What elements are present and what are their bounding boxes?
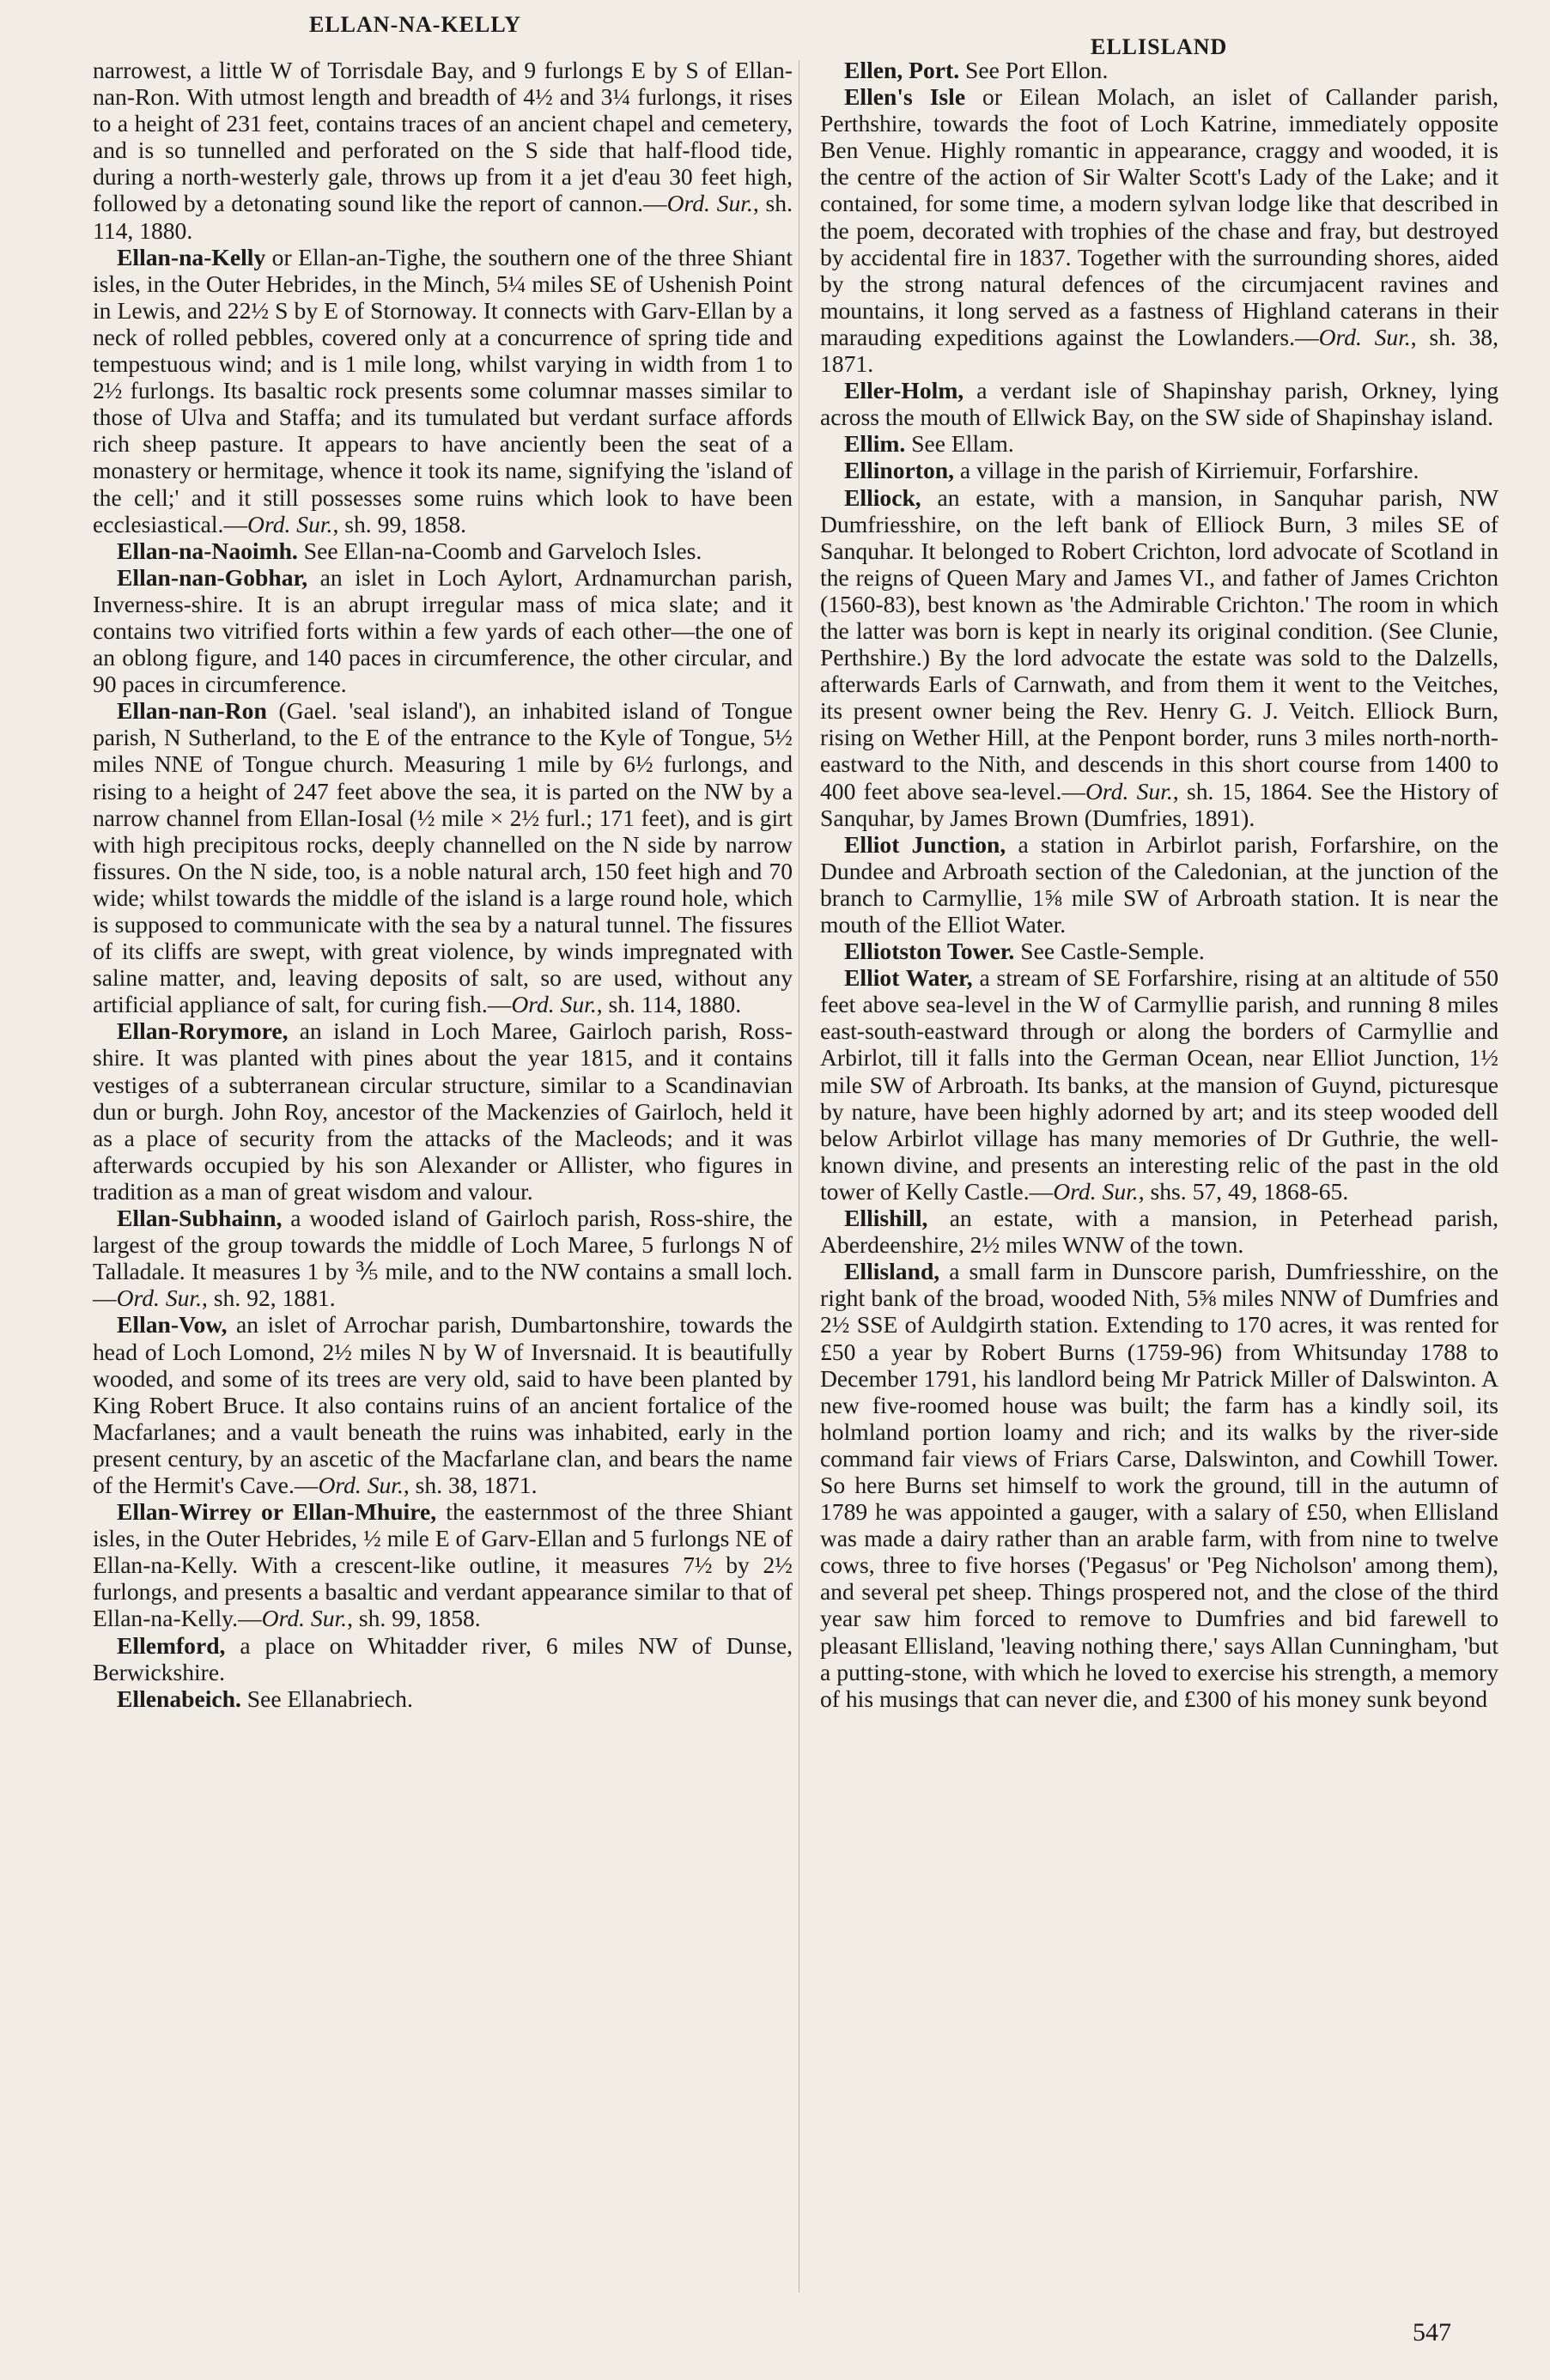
gazetteer-entry [820,484,1498,831]
gazetteer-entry [93,697,793,1017]
gazetteer-entry [820,377,1498,430]
gazetteer-entry [93,1311,793,1498]
gazetteer-entry [93,244,793,537]
entry-text: a station in Arbirlot parish, Forfarshire, on the Dundee and Arbroath section of the Caledonian, at the junction of the branch to Carmyllie, 1⅝ mile SW of Arbroath station. It is near the mouth of the Elliot Water. [820,830,1498,938]
entry-text: See Port Ellon. [959,57,1109,83]
left-column [93,57,793,1712]
gazetteer-entry [820,83,1498,377]
running-header [0,12,1550,59]
entry-headword: Ellenabeich. [117,1685,241,1712]
entry-tail: , sh. 99, 1858. [332,510,467,537]
gazetteer-entry [820,430,1498,457]
running-head-left: ELLAN-NA-KELLY [309,12,522,37]
gazetteer-entry [93,1017,793,1205]
entry-text: a village in the parish of Kirriemuir, Forfarshire. [954,457,1419,484]
entry-headword: Ellen's Isle [844,83,966,111]
right-column [820,57,1498,1712]
entry-headword: Ellan-na-Naoimh. [117,537,298,564]
gazetteer-entry [93,1205,793,1311]
entry-tail: , sh. 114, 1880. [93,190,793,244]
entry-text: or Eilean Molach, an islet of Callander parish, Perthshire, towards the foot of Loch Katrine, immediately opposite Ben Venue. Highly romantic in appearance, craggy and wooded, it is the centre of the action of Sir Walter Scott's Lady of the Lake; and it contained, for some time, a modern sylvan lodge like that described in the poem, decorated with trophies of the chase and fray, but destroyed by accidental fire in 1837. Together with the surrounding shores, aided by the strong natural defences of the circumjacent ravines and mountains, it long served as a fastness of Highland caterans in their marauding expeditions against the Lowlanders.— [820,83,1499,350]
gazetteer-entry [820,457,1498,483]
entry-text: the easternmost of the three Shiant isles, in the Outer Hebrides, ½ mile E of Garv-Ellan and 5 furlongs NE of Ellan-na-Kelly. With a crescent-like outline, it measures 7½ by 2½ furlongs, and presents a basaltic and verdant appearance similar to that of Ellan-na-Kelly.— [93,1498,793,1632]
entry-headword: Ellan-Wirrey or Ellan-Mhuire, [117,1498,437,1526]
entry-source-ref: Ord. Sur. [1085,777,1173,804]
entry-headword: Elliot Water, [844,964,973,992]
entry-source-ref: Ord. Sur. [247,510,333,537]
entry-text: See Ellam. [905,430,1014,458]
entry-text: an estate, with a mansion, in Peterhead parish, Aberdeenshire, 2½ miles WNW of the town. [820,1205,1498,1259]
entry-text: a place on Whitadder river, 6 miles NW of Dunse, Berwickshire. [93,1631,793,1685]
gazetteer-entry [93,564,793,697]
entry-headword: Eller-Holm, [844,377,964,404]
entry-tail: , sh. 99, 1858. [347,1605,481,1632]
gazetteer-entry [93,57,793,244]
entry-tail: , sh. 38, 1871. [403,1471,538,1498]
entry-tail: , sh. 92, 1881. [202,1284,336,1312]
page-number: 547 [1413,2318,1451,2347]
entry-source-ref: Ord. Sur. [1318,323,1411,350]
entry-source-ref: Ord. Sur. [261,1605,348,1632]
entry-headword: Elliock, [844,483,921,511]
entry-text: a small farm in Dunscore parish, Dumfriesshire, on the right bank of the broad, wooded Nith, 5⅝ miles NNW of Dumfries and 2½ SSE of Auldgirth station. Extending to 170 acres, it was rented for £50 a year by Robert Burns (1759-96) from Whitsunday 1788 to December 1791, his landlord being Mr Patrick Miller of Dalswinton. A new five-roomed house was built; the farm has a kindly soil, its holmland portion loamy and rich; and its walks by the river-side command fair views of Friars Carse, Dalswinton, and Cowhill Tower. So here Burns set himself to work the ground, till in the autumn of 1789 he was appointed a gauger, with a salary of £50, when Ellisland was made a dairy rather than an arable farm, with from nine to twelve cows, three to five horses ('Pegasus' or 'Peg Nicholson' among them), and several pet sheep. Things prospered not, and the close of the third year saw him forced to remove to Dumfries and bid farewell to pleasant Ellisland, 'leaving nothing there,' says Allan Cunningham, 'but a putting-stone, with which he loved to exercise his strength, a memory of his musings that can never die, and £300 of his money sunk beyond [820,1258,1498,1712]
entry-text: See Castle-Semple. [1014,938,1205,965]
entry-tail: , shs. 57, 49, 1868-65. [1138,1177,1349,1205]
entry-headword: Ellan-nan-Gobhar, [117,563,308,591]
entry-headword: Ellan-na-Kelly [117,243,266,270]
entry-headword: Ellan-Vow, [117,1311,228,1339]
gazetteer-entry [820,57,1498,83]
gazetteer-entry [820,964,1498,1205]
entry-tail: , sh. 38, 1871. [820,323,1498,378]
gazetteer-entry [93,1685,793,1712]
gazetteer-entry [93,537,793,564]
entry-text: or Ellan-an-Tighe, the southern one of the three Shiant isles, in the Outer Hebrides, in the Minch, 5¼ miles SE of Ushenish Point in Lewis, and 22½ S by E of Stornoway. It connects with Garv-Ellan by a neck of rolled pebbles, covered only at a concurrence of spring tide and tempestuous wind; and is 1 mile long, whilst varying in width from 1 to 2½ furlongs. Its basaltic rock presents some columnar masses similar to those of Ulva and Staffa; and its tumulated but verdant surface affords rich sheep pasture. It appears to have anciently been the seat of a monastery or hermitage, whence it took its name, signifying the 'island of the cell;' and it still possesses some ruins which look to have been ecclesiastical.— [93,243,793,537]
entry-text: an islet of Arrochar parish, Dumbartonshire, towards the head of Loch Lomond, 2½ miles N by W of Inversnaid. It is beautifully wooded, and some of its trees are very old, said to have been planted by King Robert Bruce. It also contains ruins of an ancient fortalice of the Macfarlanes; and a vault beneath the ruins was inhabited, early in the present century, by an ascetic of the Macfarlane clan, and bears the name of the Hermit's Cave.— [93,1311,793,1498]
entry-tail: , sh. 15, 1864. See the History of Sanquhar, by James Brown (Dumfries, 1891). [820,777,1498,831]
gazetteer-entry [820,1258,1498,1712]
gazetteer-entry [93,1498,793,1631]
gazetteer-entry [820,831,1498,938]
entry-text: a wooded island of Gairloch parish, Ross-shire, the largest of the group towards the middle of Loch Maree, 5 furlongs N of Talladale. It measures 1 by ⅗ mile, and to the NW contains a small loch.— [93,1205,793,1312]
entry-tail: , sh. 114, 1880. [596,991,742,1018]
entry-headword: Elliotston Tower. [844,938,1015,965]
entry-source-ref: Ord. Sur. [666,190,753,217]
entry-text: a verdant isle of Shapinshay parish, Orkney, lying across the mouth of Ellwick Bay, on the SW side of Shapinshay island. [820,377,1498,431]
entry-headword: Elliot Junction, [844,830,1006,858]
entry-source-ref: Ord. Sur. [1053,1177,1139,1205]
entry-headword: Ellemford, [117,1631,226,1659]
entry-headword: Ellan-Rorymore, [117,1017,289,1045]
entry-source-ref: Ord. Sur. [318,1471,404,1498]
entry-text: narrowest, a little W of Torrisdale Bay, and 9 furlongs E by S of Ellan-nan-Ron. With utmost length and breadth of 4½ and 3¼ furlongs, it rises to a height of 231 feet, contains traces of an ancient chapel and cemetery, and is so tunnelled and perforated on the S side that half-flood tide, during a north-westerly gale, throws up from it a jet d'eau 30 feet high, followed by a detonating sound like the report of cannon.— [93,57,793,217]
entry-headword: Ellishill, [844,1205,928,1232]
entry-text: an estate, with a mansion, in Sanquhar parish, NW Dumfriesshire, on the left bank of Elliock Burn, 3 miles SE of Sanquhar. It belonged to Robert Crichton, lord advocate of Scotland in the reigns of Queen Mary and James VI., and father of James Crichton (1560-83), best known as 'the Admirable Crichton.' The room in which the latter was born is kept in nearly its original condition. (See Clunie, Perthshire.) By the lord advocate the estate was sold to the Dalzells, afterwards Earls of Carnwath, and from them it went to the Veitches, its present owner being the Rev. Henry G. J. Veitch. Elliock Burn, rising on Wether Hill, at the Penpont border, runs 3 miles north-north-eastward to the Nith, and descends in this short course from 1400 to 400 feet above sea-level.— [820,483,1498,804]
gazetteer-entry [820,1205,1498,1258]
entry-headword: Ellinorton, [844,457,955,484]
entry-source-ref: Ord. Sur. [116,1284,203,1312]
gazetteer-entry [820,938,1498,964]
entry-headword: Ellisland, [844,1258,940,1285]
entry-text: an islet in Loch Aylort, Ardnamurchan parish, Inverness-shire. It is an abrupt irregular mass of mica slate; and it contains two vitrified forts within a few yards of each other—the one of an oblong figure, and 140 paces in circumference, the other circular, and 90 paces in circumference. [93,563,793,698]
entry-headword: Ellan-nan-Ron [117,697,267,725]
entry-source-ref: Ord. Sur. [511,991,597,1018]
entry-headword: Ellen, Port. [844,57,960,83]
entry-headword: Ellan-Subhainn, [117,1205,283,1232]
entry-text: a stream of SE Forfarshire, rising at an altitude of 550 feet above sea-level in the W of Carmyllie parish, and running 8 miles east-south-eastward through or along the borders of Carmyllie and Arbirlot, till it falls into the German Ocean, near Elliot Junction, 1½ mile SW of Arbroath. Its banks, at the mansion of Guynd, picturesque by nature, have been highly adorned by art; and its steep wooded dell below Arbirlot village has many memories of Dr Guthrie, the well-known divine, and presents an interesting relic of the past in the old tower of Kelly Castle.— [820,964,1498,1205]
entry-text: an island in Loch Maree, Gairloch parish, Ross-shire. It was planted with pines about the year 1815, and it contains vestiges of a subterranean circular structure, similar to a Scandinavian dun or burgh. John Roy, ancestor of the Mackenzies of Gairloch, held it as a place of security from the attacks of the Macleods; and it was afterwards occupied by his son Alexander or Allister, who figures in tradition as a man of great wisdom and valour. [93,1017,793,1205]
entry-text: (Gael. 'seal island'), an inhabited island of Tongue parish, N Sutherland, to the E of the entrance to the Kyle of Tongue, 5½ miles NNE of Tongue church. Measuring 1 mile by 6½ furlongs, and rising to a height of 247 feet above the sea, it is parted on the NW by a narrow channel from Ellan-Iosal (½ mile × 2½ furl.; 171 feet), and is girt with high precipitous rocks, deeply channelled on the N side by narrow fissures. On the N side, too, is a noble natural arch, 150 feet high and 70 wide; whilst towards the middle of the island is a large round hole, which is supposed to communicate with the sea by a natural tunnel. The fissures of its cliffs are swept, with great violence, by winds impregnated with saline matter, and, leaving deposits of salt, so are used, without any artificial appliance of salt, for curing fish.— [93,697,793,1018]
running-head-right: ELLISLAND [1091,34,1228,59]
entry-text: See Ellanabriech. [240,1685,413,1712]
gazetteer-entry [93,1632,793,1685]
entry-headword: Ellim. [844,430,906,458]
entry-text: See Ellan-na-Coomb and Garveloch Isles. [297,537,702,564]
